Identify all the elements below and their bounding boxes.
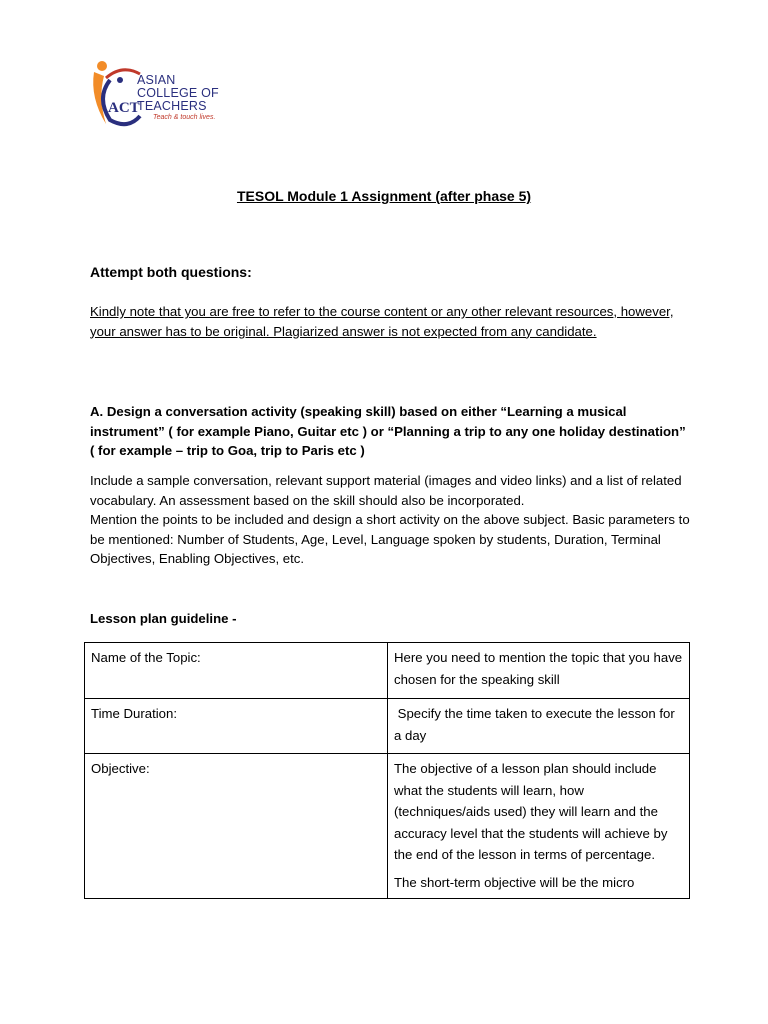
question-a-heading: A. Design a conversation activity (speaking skill) based on either “Learning a musical instrument” ( for example Piano, Guitar etc ) or “Planning a trip to any one holiday destination” ( for example – trip to Goa, trip to Paris etc ) [90, 404, 686, 458]
table-cell-label: Objective: [85, 754, 388, 899]
logo-wordmark [137, 74, 219, 113]
objective-text-2: The short-term objective will be the micro [394, 874, 635, 890]
question-a-body [90, 471, 690, 569]
table-cell-label: Name of the Topic: [85, 643, 388, 699]
act-logo [88, 58, 258, 133]
table-row [85, 754, 690, 899]
table-row [85, 643, 690, 699]
question-a-para-2: Mention the points to be included and design a short activity on the above subject. Basic parameters to be mentioned: Number of Students, Age, Level, Language spoken by students, Duration, Terminal Objectives, Enabling Objectives, etc. [90, 512, 690, 566]
instructions-heading: Attempt both questions: [90, 264, 252, 280]
objective-text: The objective of a lesson plan should include what the students will learn, how (techniques/aids used) they will learn and the accuracy level that the students will achieve by the end of the lesson in terms of percentage. [394, 761, 668, 862]
table-cell-value: Specify the time taken to execute the lesson for a day [388, 699, 690, 754]
table-cell-value [388, 754, 690, 899]
logo-line-2: COLLEGE OF [137, 86, 219, 100]
question-a-para-1: Include a sample conversation, relevant support material (images and video links) and a list of related vocabulary. An assessment based on the skill should also be incorporated. [90, 473, 682, 508]
logo-tagline: Teach & touch lives. [153, 114, 216, 121]
table-row [85, 699, 690, 754]
lesson-plan-table [84, 642, 690, 899]
svg-text:ACT: ACT [108, 100, 140, 116]
document-title: TESOL Module 1 Assignment (after phase 5) [236, 188, 532, 204]
logo-line-3: TEACHERS [137, 99, 207, 113]
logo-line-1: ASIAN [137, 73, 176, 87]
plagiarism-note: Kindly note that you are free to refer to the course content or any other relevant resources, however, your answer has to be original. Plagiarized answer is not expected from any candidate. [90, 304, 674, 339]
table-cell-label: Time Duration: [85, 699, 388, 754]
table-cell-value: Here you need to mention the topic that you have chosen for the speaking skill [388, 643, 690, 699]
guideline-heading: Lesson plan guideline - [90, 611, 237, 626]
